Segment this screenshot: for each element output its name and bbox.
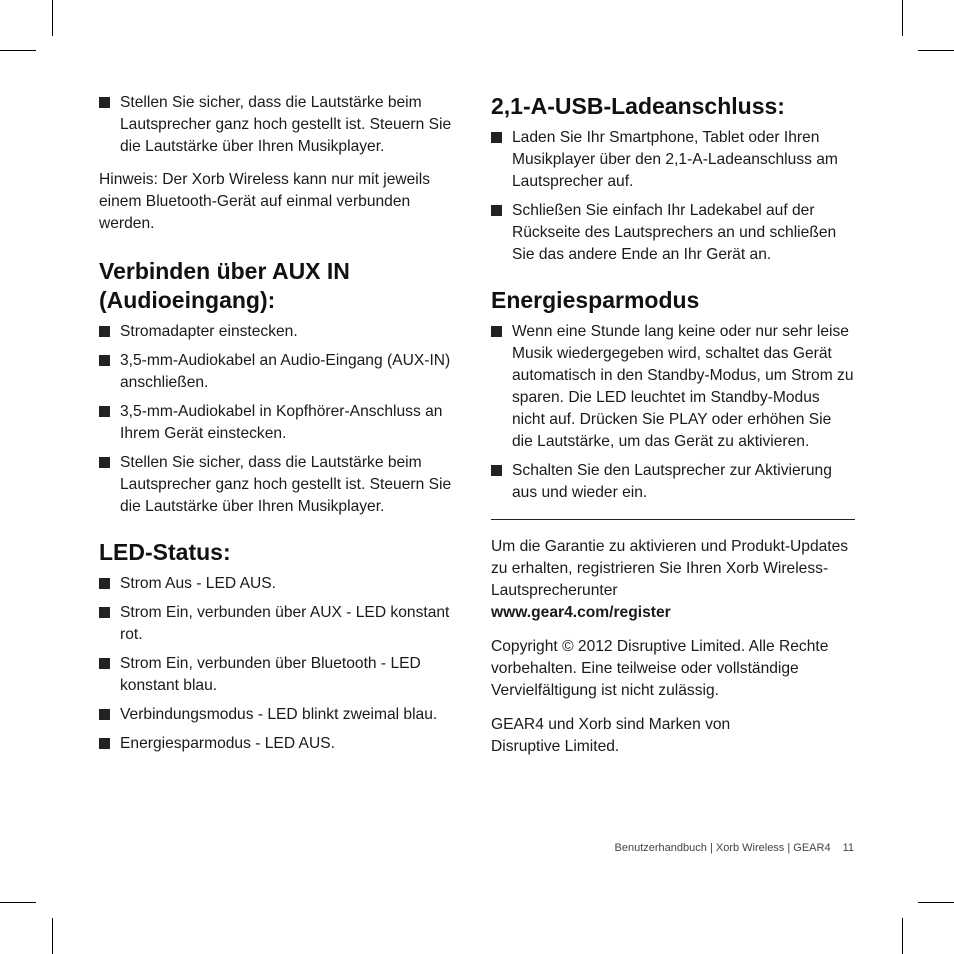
list-item: Schließen Sie einfach Ihr Ladekabel auf der Rückseite des Lautsprechers an und schließen Sie das andere Ende an Ihr Gerät an. — [491, 200, 855, 266]
list-item: Energiesparmodus - LED AUS. — [99, 733, 469, 755]
bluetooth-note: Hinweis: Der Xorb Wireless kann nur mit jeweils einem Bluetooth-Gerät auf einmal verbunden werden. — [99, 171, 431, 232]
crop-mark — [52, 918, 53, 954]
bullet-square-icon — [99, 738, 110, 749]
bullet-square-icon — [99, 607, 110, 618]
list-item: 3,5-mm-Audiokabel in Kopfhörer-Anschluss an Ihrem Gerät einstecken. — [99, 401, 469, 445]
list-item: Stromadapter einstecken. — [99, 321, 469, 343]
list-item: Verbindungsmodus - LED blinkt zweimal blau. — [99, 704, 469, 726]
bullet-square-icon — [99, 97, 110, 108]
right-column — [491, 92, 855, 770]
crop-mark — [902, 0, 903, 36]
bullet-square-icon — [99, 709, 110, 720]
energy-heading: Energiesparmodus — [491, 287, 700, 313]
crop-mark — [52, 0, 53, 36]
bullet-square-icon — [99, 326, 110, 337]
aux-heading: Verbinden über AUX IN (Audioeingang): — [99, 258, 350, 313]
list-item: Strom Ein, verbunden über Bluetooth - LED konstant blau. — [99, 653, 469, 697]
bullet-square-icon — [99, 355, 110, 366]
usb-bullet-list — [491, 127, 855, 266]
footer-text: Benutzerhandbuch | Xorb Wireless | GEAR4 — [614, 842, 831, 854]
trademark-paragraph: GEAR4 und Xorb sind Marken von Disruptive Limited. — [491, 716, 731, 755]
divider-rule — [491, 519, 855, 520]
bullet-square-icon — [491, 326, 502, 337]
copyright-paragraph: Copyright © 2012 Disruptive Limited. Alle Rechte vorbehalten. Eine teilweise oder vollständige Vervielfältigung ist nicht zulässig. — [491, 638, 829, 699]
register-link[interactable]: www.gear4.com/register — [491, 604, 671, 621]
energy-bullet-list — [491, 321, 855, 504]
bullet-square-icon — [99, 457, 110, 468]
list-item: 3,5-mm-Audiokabel an Audio-Eingang (AUX-IN) anschließen. — [99, 350, 469, 394]
bullet-square-icon — [491, 132, 502, 143]
list-item: Strom Ein, verbunden über AUX - LED konstant rot. — [99, 602, 469, 646]
warranty-paragraph: Um die Garantie zu aktivieren und Produkt-Updates zu erhalten, registrieren Sie Ihren Xorb Wireless-Lautsprecherunter www.gear4.com/register — [491, 538, 849, 621]
bullet-square-icon — [99, 658, 110, 669]
list-item: Stellen Sie sicher, dass die Lautstärke beim Lautsprecher ganz hoch gestellt ist. Steuern Sie die Lautstärke über Ihren Musikplayer. — [99, 92, 469, 158]
list-item: Stellen Sie sicher, dass die Lautstärke beim Lautsprecher ganz hoch gestellt ist. Steuern Sie die Lautstärke über Ihren Musikplayer. — [99, 452, 469, 518]
bullet-square-icon — [491, 465, 502, 476]
crop-mark — [902, 918, 903, 954]
list-item: Wenn eine Stunde lang keine oder nur sehr leise Musik wiedergegeben wird, schaltet das Gerät automatisch in den Standby-Modus, um Strom zu sparen. Die LED leuchtet im Standby-Modus nicht auf. Drücken Sie PLAY oder erhöhen Sie die Lautstärke, um das Gerät zu aktivieren. — [491, 321, 855, 453]
list-item: Strom Aus - LED AUS. — [99, 573, 469, 595]
led-bullet-list — [99, 573, 469, 755]
list-item: Schalten Sie den Lautsprecher zur Aktivierung aus und wieder ein. — [491, 460, 855, 504]
bullet-square-icon — [99, 578, 110, 589]
led-status-heading: LED-Status: — [99, 539, 231, 565]
usb-heading: 2,1-A-USB-Ladeanschluss: — [491, 93, 785, 119]
bullet-square-icon — [99, 406, 110, 417]
list-item: Laden Sie Ihr Smartphone, Tablet oder Ihren Musikplayer über den 2,1-A-Ladeanschluss am Lautsprecher auf. — [491, 127, 855, 193]
aux-bullet-list — [99, 321, 469, 518]
crop-mark — [0, 902, 36, 903]
crop-mark — [0, 50, 36, 51]
bullet-square-icon — [491, 205, 502, 216]
page-number: 11 — [842, 842, 854, 854]
left-column — [99, 92, 469, 762]
crop-mark — [918, 902, 954, 903]
intro-bullet-list — [99, 92, 469, 158]
page-footer — [615, 842, 854, 854]
crop-mark — [918, 50, 954, 51]
